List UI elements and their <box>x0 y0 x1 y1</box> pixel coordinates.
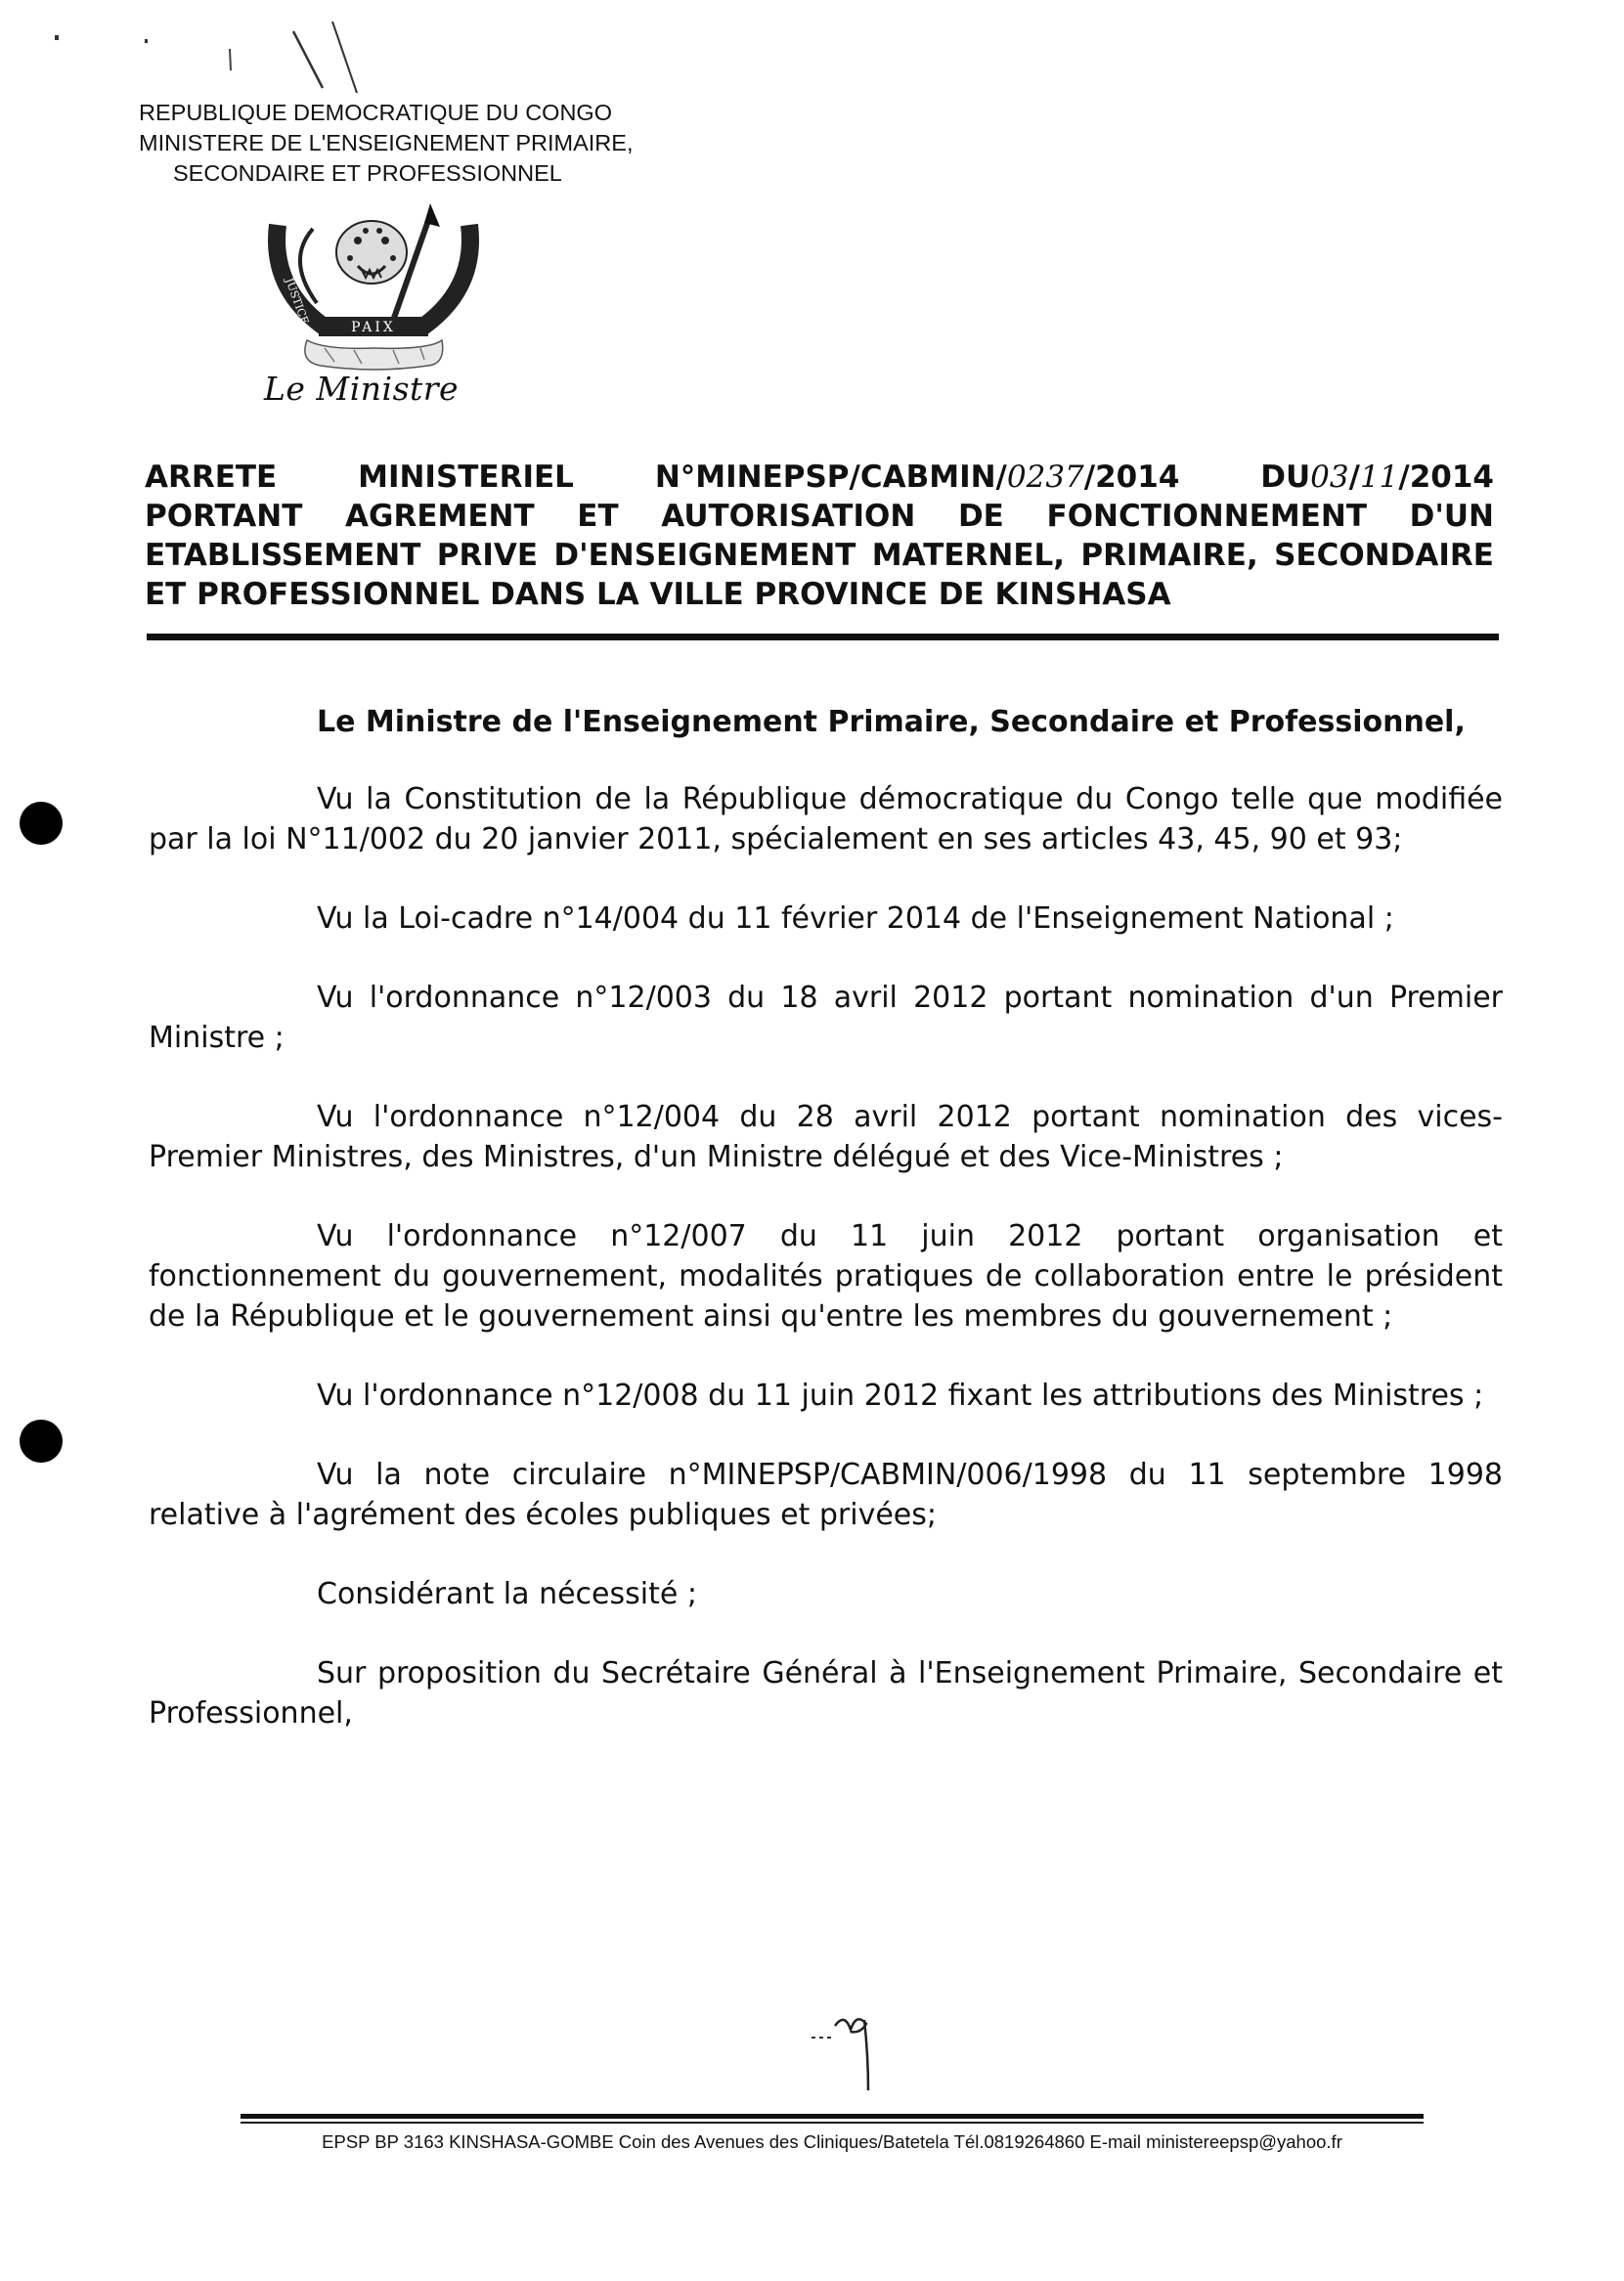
handwritten-month: 11 <box>1359 460 1399 495</box>
recital-paragraph: Considérant la nécessité ; <box>317 1577 697 1611</box>
decree-title <box>145 458 1494 614</box>
title-word: D'ENSEIGNEMENT <box>553 538 856 573</box>
signatory-label: Le Ministre <box>264 370 460 408</box>
title-word: DE <box>957 499 1004 534</box>
coat-of-arms-emblem <box>256 201 491 397</box>
handwritten-paraph <box>802 2006 900 2094</box>
title-word: ARRETE <box>145 460 278 495</box>
title-line-2 <box>145 497 1494 536</box>
title-word: PRIVE <box>436 538 539 573</box>
title-word: ETABLISSEMENT <box>145 538 421 573</box>
title-word: MATERNEL, <box>871 538 1066 573</box>
recital-paragraph: Vu la note circulaire n°MINEPSP/CABMIN/006/1998 du 11 septembre 1998 relative à l'agrément des écoles publiques et privées; <box>149 1458 1503 1532</box>
punch-hole <box>20 802 63 845</box>
motto-justice: JUSTICE <box>283 276 312 327</box>
recital-paragraph: Vu la Loi-cadre n°14/004 du 11 février 2014 de l'Enseignement National ; <box>317 901 1394 936</box>
letterhead-ministry: MINISTERE DE L'ENSEIGNEMENT PRIMAIRE, <box>139 130 634 155</box>
title-word: MINISTERIEL <box>358 460 574 495</box>
decree-date: DU03/11/2014 <box>1260 460 1494 495</box>
title-word: FONCTIONNEMENT <box>1046 499 1367 534</box>
decree-reference: N°MINEPSP/CABMIN/0237/2014 <box>654 460 1180 495</box>
scan-mark <box>145 39 148 43</box>
motto-travail: TRAVAIL <box>439 204 474 254</box>
recital-paragraph: Vu l'ordonnance n°12/003 du 18 avril 2012 portant nomination d'un Premier Ministre ; <box>149 981 1503 1055</box>
footer-address: EPSP BP 3163 KINSHASA-GOMBE Coin des Avenues des Cliniques/Batetela Tél.0819264860 E-mail ministereepsp@yahoo.fr <box>322 2131 1342 2152</box>
recitals <box>149 779 1503 1733</box>
recital-paragraph: Vu l'ordonnance n°12/008 du 11 juin 2012 fixant les attributions des Ministres ; <box>317 1379 1484 1413</box>
handwritten-day: 03 <box>1310 460 1349 495</box>
recital-paragraph: Vu la Constitution de la République démocratique du Congo telle que modifiée par la loi N°11/002 du 20 janvier 2011, spécialement en ses articles 43, 45, 90 et 93; <box>149 782 1503 856</box>
letterhead <box>139 98 765 189</box>
letterhead-country: REPUBLIQUE DEMOCRATIQUE DU CONGO <box>139 100 612 125</box>
title-word: PORTANT <box>145 499 303 534</box>
motto-paix: PAIX <box>351 320 396 335</box>
minister-heading: Le Ministre de l'Enseignement Primaire, Secondaire et Professionnel, <box>317 705 1466 739</box>
recital-paragraph: Vu l'ordonnance n°12/007 du 11 juin 2012 portant organisation et fonctionnement du gouvernement, modalités pratiques de collaboration entre le président de la République et le gouvernement ainsi qu'entre les membres du gouvernement ; <box>149 1219 1503 1334</box>
handwritten-decree-number: 0237 <box>1006 460 1084 495</box>
scan-mark <box>55 35 59 40</box>
title-word: D'UN <box>1409 499 1494 534</box>
title-line-1 <box>145 458 1494 497</box>
title-word: PRIMAIRE, <box>1080 538 1258 573</box>
recital-paragraph: Vu l'ordonnance n°12/004 du 28 avril 2012 portant nomination des vices-Premier Ministres, des Ministres, d'un Ministre délégué et des Vice-Ministres ; <box>149 1100 1503 1174</box>
letterhead-ministry-cont: SECONDAIRE ET PROFESSIONNEL <box>173 160 562 186</box>
title-word: ET <box>577 499 619 534</box>
decree-body <box>149 702 1503 1773</box>
title-word: AUTORISATION <box>661 499 916 534</box>
title-word: SECONDAIRE <box>1274 538 1494 573</box>
pen-strokes <box>176 20 391 108</box>
punch-hole <box>20 1420 63 1463</box>
title-divider <box>147 634 1499 640</box>
title-line-3 <box>145 536 1494 575</box>
title-word: AGREMENT <box>345 499 535 534</box>
title-line-4: ET PROFESSIONNEL DANS LA VILLE PROVINCE DE KINSHASA <box>145 577 1171 612</box>
footer-divider <box>241 2114 1424 2124</box>
recital-paragraph: Sur proposition du Secrétaire Général à l'Enseignement Primaire, Secondaire et Professionnel, <box>149 1656 1503 1731</box>
